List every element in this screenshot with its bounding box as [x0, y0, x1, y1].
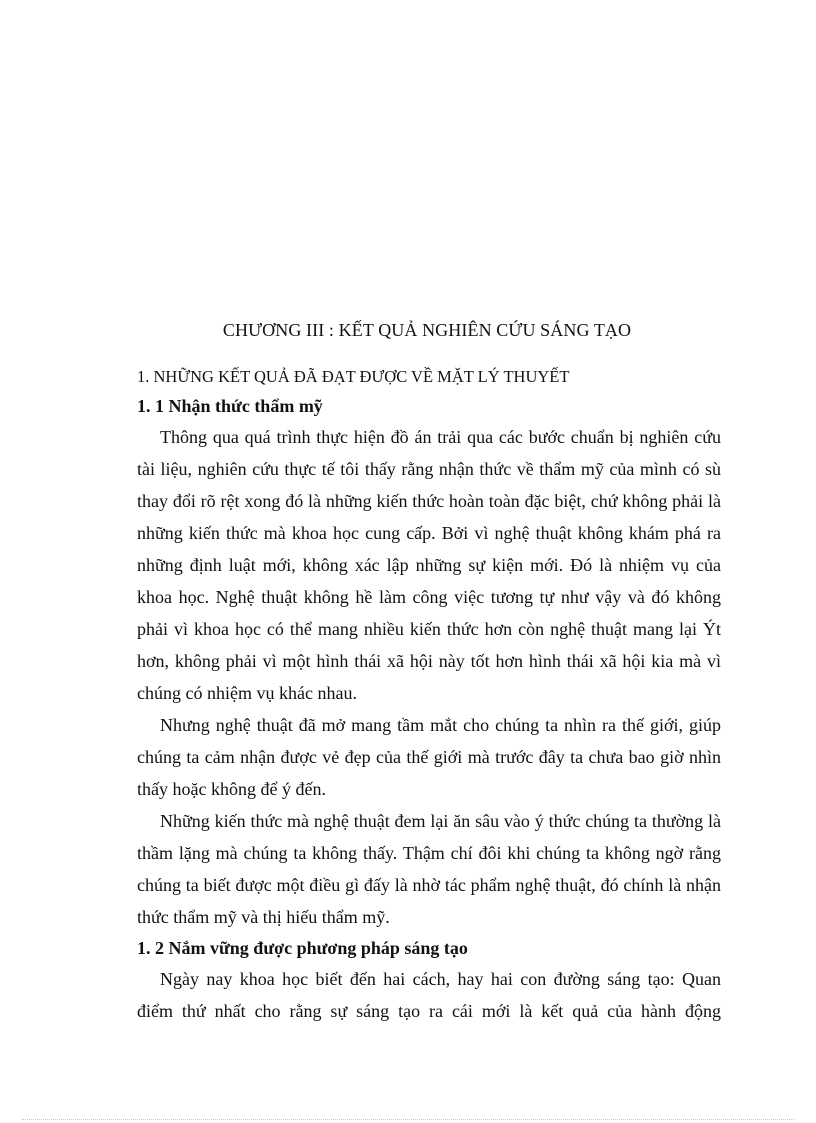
- page-bottom-divider: [22, 1119, 794, 1120]
- document-body: [137, 363, 721, 1027]
- section-heading: 1. NHỮNG KẾT QUẢ ĐÃ ĐẠT ĐƯỢC VỀ MẶT LÝ THUYẾT: [137, 367, 570, 386]
- subsection-heading-creative-method: 1. 2 Nắm vững được phương pháp sáng tạo: [137, 938, 468, 958]
- paragraph: Thông qua quá trình thực hiện đồ án trải qua các bước chuẩn bị nghiên cứu tài liệu, nghiên cứu thực tế tôi thấy rằng nhận thức về thẩm mỹ của mình có sù thay đổi rõ rệt xong đó là những kiến thức hoàn toàn đặc biệt, chứ không phải là những kiến thức mà khoa học cung cấp. Bởi vì nghệ thuật không khám phá ra những định luật mới, không xác lập những sự kiện mới. Đó là nhiệm vụ của khoa học. Nghệ thuật không hề làm công việc tương tự như vậy và đó không phải vì khoa học có thể mang nhiều kiến thức hơn còn nghệ thuật mang lại Ýt hơn, không phải vì một hình thái xã hội này tốt hơn hình thái xã hội kia mà vì chúng có nhiệm vụ khác nhau.: [137, 427, 721, 703]
- chapter-title: CHƯƠNG III : KẾT QUẢ NGHIÊN CỨU SÁNG TẠO: [222, 320, 632, 340]
- subsection-heading-aesthetic-awareness: 1. 1 Nhận thức thẩm mỹ: [137, 396, 323, 416]
- paragraph: Nhưng nghệ thuật đã mở mang tầm mắt cho chúng ta nhìn ra thế giới, giúp chúng ta cảm nhận được vẻ đẹp của thế giới mà trước đây ta chưa bao giờ nhìn thấy hoặc không để ý đến.: [137, 715, 721, 799]
- paragraph: Những kiến thức mà nghệ thuật đem lại ăn sâu vào ý thức chúng ta thường là thầm lặng mà chúng ta không thấy. Thậm chí đôi khi chúng ta không ngờ rằng chúng ta biết được một điều gì đấy là nhờ tác phẩm nghệ thuật, đó chính là nhận thức thẩm mỹ và thị hiếu thẩm mỹ.: [137, 811, 721, 927]
- paragraph: Ngày nay khoa học biết đến hai cách, hay hai con đường sáng tạo: Quan điểm thứ nhất cho rằng sự sáng tạo ra cái mới là kết quả của hành động: [137, 969, 721, 1021]
